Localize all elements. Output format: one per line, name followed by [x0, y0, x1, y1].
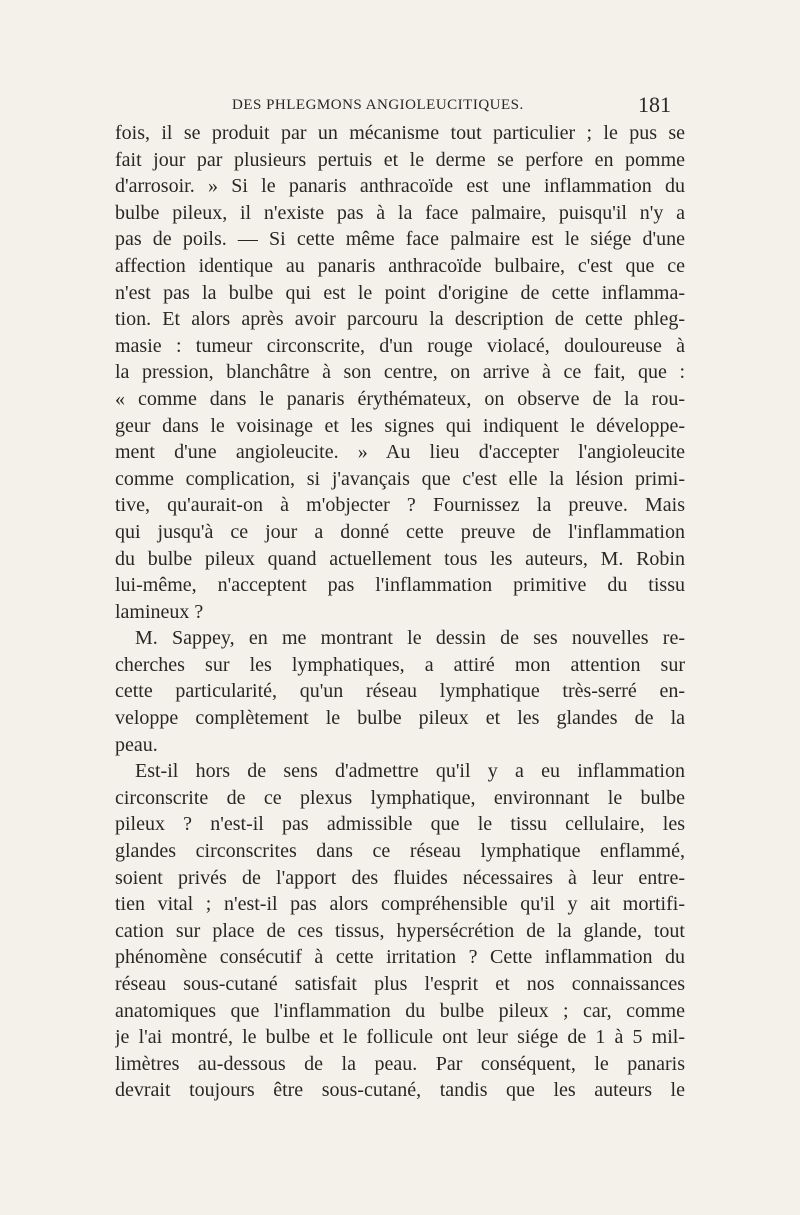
- text-line: geur dans le voisinage et les signes qui indiquent le développe-: [115, 414, 685, 437]
- text-line: cette particularité, qu'un réseau lymphatique très-serré en-: [115, 680, 685, 703]
- running-header: DES PHLEGMONS ANGIOLEUCITIQUES.: [232, 97, 524, 113]
- text-line: pas de poils. — Si cette même face palmaire est le siége d'une: [115, 228, 685, 251]
- text-line: réseau sous-cutané satisfait plus l'esprit et nos connaissances: [115, 973, 685, 995]
- text-line: phénomène consécutif à cette irritation ? Cette inflammation du: [115, 946, 685, 969]
- text-line: la pression, blanchâtre à son centre, on arrive à ce fait, que :: [115, 361, 685, 384]
- text-line: fait jour par plusieurs pertuis et le derme se perfore en pomme: [115, 148, 685, 171]
- text-line: M. Sappey, en me montrant le dessin de ses nouvelles re-: [135, 627, 685, 650]
- text-line: comme complication, si j'avançais que c'est elle la lésion primi-: [115, 467, 685, 490]
- text-line: n'est pas la bulbe qui est le point d'origine de cette inflamma-: [115, 281, 685, 304]
- text-line: lamineux ?: [115, 600, 204, 623]
- text-line: fois, il se produit par un mécanisme tout particulier ; le pus se: [115, 122, 685, 144]
- text-line: cation sur place de ces tissus, hypersécrétion de la glande, tout: [115, 919, 685, 942]
- text-line: qui jusqu'à ce jour a donné cette preuve de l'inflammation: [115, 520, 685, 543]
- text-line: peau.: [115, 733, 158, 756]
- text-line: circonscrite de ce plexus lymphatique, environnant le bulbe: [115, 786, 685, 809]
- text-line: ment d'une angioleucite. » Au lieu d'accepter l'angioleucite: [115, 441, 685, 464]
- text-line: lui-même, n'acceptent pas l'inflammation primitive du tissu: [115, 574, 685, 597]
- text-line: masie : tumeur circonscrite, d'un rouge violacé, douloureuse à: [115, 334, 685, 357]
- text-line: soient privés de l'apport des fluides nécessaires à leur entre-: [115, 866, 685, 889]
- text-line: du bulbe pileux quand actuellement tous les auteurs, M. Robin: [115, 547, 685, 570]
- text-line: cherches sur les lymphatiques, a attiré mon attention sur: [115, 653, 685, 676]
- text-line: « comme dans le panaris érythémateux, on observe de la rou-: [115, 387, 685, 410]
- text-line: tien vital ; n'est-il pas alors compréhensible qu'il y ait mortifi-: [115, 893, 685, 916]
- text-line: tive, qu'aurait-on à m'objecter ? Fournissez la preuve. Mais: [115, 494, 685, 517]
- text-line: affection identique au panaris anthracoïde bulbaire, c'est que ce: [115, 254, 685, 277]
- text-line: d'arrosoir. » Si le panaris anthracoïde est une inflammation du: [115, 175, 685, 198]
- text-line: Est-il hors de sens d'admettre qu'il y a eu inflammation: [135, 760, 685, 783]
- text-line: devrait toujours être sous-cutané, tandis que les auteurs le: [115, 1079, 685, 1102]
- text-line: pileux ? n'est-il pas admissible que le tissu cellulaire, les: [115, 813, 685, 836]
- text-line: bulbe pileux, il n'existe pas à la face palmaire, puisqu'il n'y a: [115, 201, 685, 224]
- text-line: veloppe complètement le bulbe pileux et les glandes de la: [115, 707, 685, 730]
- body-text: [115, 120, 685, 1104]
- text-line: limètres au-dessous de la peau. Par conséquent, le panaris: [115, 1052, 685, 1075]
- text-line: glandes circonscrites dans ce réseau lymphatique enflammé,: [115, 840, 685, 863]
- page-number: 181: [638, 92, 671, 117]
- text-line: je l'ai montré, le bulbe et le follicule ont leur siége de 1 à 5 mil-: [115, 1026, 685, 1049]
- text-line: anatomiques que l'inflammation du bulbe pileux ; car, comme: [115, 999, 685, 1022]
- text-line: tion. Et alors après avoir parcouru la description de cette phleg-: [115, 308, 685, 331]
